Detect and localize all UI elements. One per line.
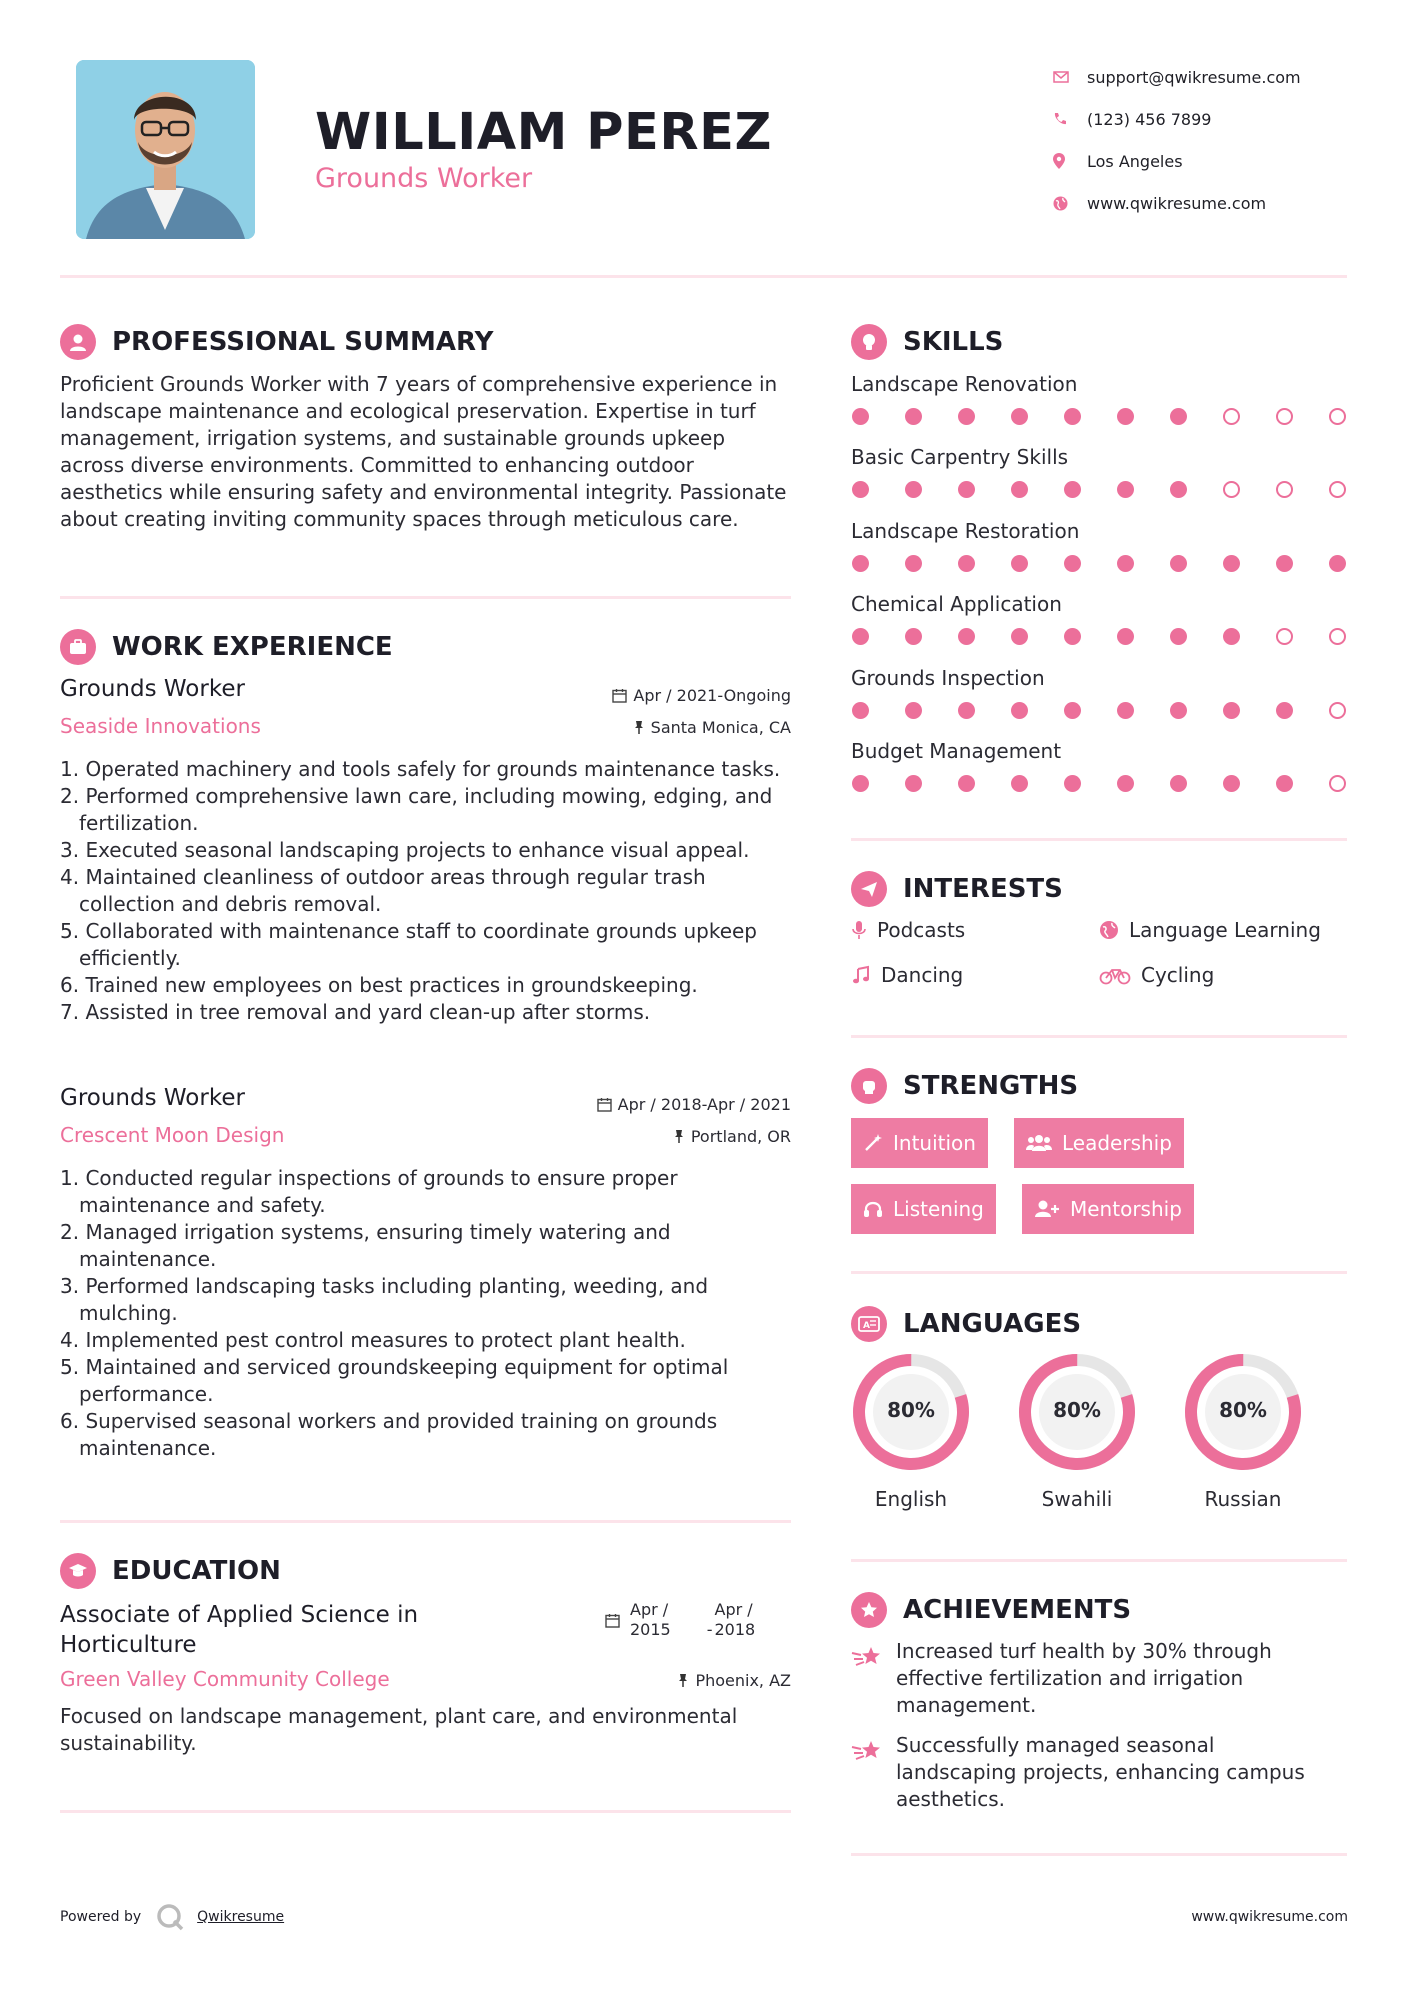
rating-dot-filled <box>1064 481 1081 498</box>
map-pin-icon <box>1053 153 1087 169</box>
interest-label: Language Learning <box>1129 918 1321 942</box>
interest-label: Podcasts <box>877 918 966 942</box>
language-ring <box>1015 1350 1139 1478</box>
users-icon <box>1026 1133 1052 1153</box>
degree-line-2: Horticulture <box>60 1632 197 1658</box>
language-name: English <box>874 1487 948 1511</box>
briefcase-icon <box>60 629 96 665</box>
calendar-icon <box>612 688 627 703</box>
strength-label: Mentorship <box>1070 1197 1182 1221</box>
strength-badge-leadership <box>1014 1118 1184 1168</box>
shooting-star-icon <box>851 1644 883 1674</box>
education-title: EDUCATION <box>112 1556 281 1586</box>
contact-email[interactable] <box>1053 56 1393 98</box>
bicycle-icon <box>1099 965 1131 985</box>
calendar-icon <box>605 1613 620 1628</box>
list-item: 3. Executed seasonal landscaping projects to enhance visual appeal. <box>60 838 750 862</box>
skill-rating <box>852 408 1346 425</box>
contact-location <box>1053 140 1393 182</box>
skill-name: Chemical Application <box>851 592 1062 617</box>
rating-dot-empty <box>1329 628 1346 645</box>
school-name: Green Valley Community College <box>60 1667 390 1691</box>
education-location <box>677 1671 791 1690</box>
language-name: Russian <box>1204 1487 1282 1511</box>
pushpin-icon <box>633 720 645 735</box>
job-1-location-text: Santa Monica, CA <box>650 718 791 737</box>
rating-dot-filled <box>852 775 869 792</box>
edu-end-month: Apr / <box>714 1600 753 1619</box>
skill-name: Landscape Renovation <box>851 372 1078 396</box>
globe-icon <box>1099 920 1119 940</box>
strengths-heading <box>851 1068 1078 1104</box>
rating-dot-filled <box>1064 702 1081 719</box>
languages-heading <box>851 1306 1081 1342</box>
interests-title: INTERESTS <box>903 874 1063 904</box>
rating-dot-filled <box>958 775 975 792</box>
lightbulb-icon <box>851 324 887 360</box>
contact-info <box>1053 56 1393 224</box>
globe-icon <box>1053 196 1087 211</box>
interest-label: Dancing <box>881 963 964 987</box>
list-item: 6. Trained new employees on best practices in groundskeeping. <box>60 973 698 997</box>
skill-rating <box>852 702 1346 719</box>
user-plus-icon <box>1034 1199 1060 1219</box>
rating-dot-filled <box>958 408 975 425</box>
pushpin-icon <box>673 1129 685 1144</box>
rating-dot-filled <box>852 702 869 719</box>
rating-dot-filled <box>958 702 975 719</box>
summary-divider <box>60 596 791 599</box>
rating-dot-filled <box>1276 702 1293 719</box>
rating-dot-filled <box>1223 702 1240 719</box>
job-1-location <box>633 718 791 737</box>
rating-dot-empty <box>1276 481 1293 498</box>
edu-date-dash: - <box>706 1619 713 1639</box>
interests-divider <box>851 1035 1347 1038</box>
avatar <box>76 60 255 239</box>
list-item: 6. Supervised seasonal workers and provided training on grounds maintenance. <box>60 1409 718 1460</box>
rating-dot-filled <box>852 555 869 572</box>
experience-heading <box>60 629 393 665</box>
rating-dot-filled <box>1011 555 1028 572</box>
education-divider <box>60 1810 791 1813</box>
interest-dancing <box>851 963 963 987</box>
rating-dot-filled <box>1170 481 1187 498</box>
list-item: 4. Maintained cleanliness of outdoor areas through regular trash collection and debris removal. <box>60 865 706 916</box>
envelope-icon <box>1053 71 1087 83</box>
rating-dot-filled <box>1170 408 1187 425</box>
job-1-company: Seaside Innovations <box>60 714 261 738</box>
rating-dot-filled <box>1329 555 1346 572</box>
rating-dot-filled <box>958 481 975 498</box>
strength-badge-intuition <box>851 1118 988 1168</box>
rating-dot-filled <box>1223 628 1240 645</box>
job-1-dates-text: Apr / 2021-Ongoing <box>633 686 791 705</box>
star-badge-icon <box>851 1592 887 1628</box>
rating-dot-empty <box>1276 628 1293 645</box>
headphones-icon <box>863 1199 883 1219</box>
language-name: Swahili <box>1041 1487 1113 1511</box>
degree-title <box>60 1600 418 1660</box>
shooting-star-icon <box>851 1738 883 1768</box>
rating-dot-empty <box>1223 408 1240 425</box>
achievements-divider <box>851 1853 1347 1856</box>
rating-dot-empty <box>1329 775 1346 792</box>
rating-dot-filled <box>852 408 869 425</box>
skill-name: Budget Management <box>851 739 1062 763</box>
rating-dot-filled <box>1011 481 1028 498</box>
magic-wand-icon <box>863 1133 883 1153</box>
candidate-name: WILLIAM PEREZ <box>315 103 772 162</box>
location-text: Los Angeles <box>1087 151 1183 171</box>
rating-dot-filled <box>958 555 975 572</box>
achievement-item: Successfully managed seasonal landscaping projects, enhancing campus aesthetics. <box>896 1733 1305 1811</box>
skills-title: SKILLS <box>903 327 1004 357</box>
skill-name: Grounds Inspection <box>851 665 1045 690</box>
list-item: 7. Assisted in tree removal and yard clean-up after storms. <box>60 1000 651 1024</box>
degree-line-1: Associate of Applied Science in <box>60 1602 419 1628</box>
list-item: 5. Maintained and serviced groundskeeping equipment for optimal performance. <box>60 1355 729 1406</box>
rating-dot-filled <box>1117 628 1134 645</box>
rating-dot-filled <box>905 628 922 645</box>
job-1-dates <box>612 686 791 705</box>
rating-dot-filled <box>905 775 922 792</box>
list-item: 5. Collaborated with maintenance staff to coordinate grounds upkeep efficiently. <box>60 919 757 970</box>
skill-name: Landscape Restoration <box>851 518 1080 543</box>
job-1-title: Grounds Worker <box>60 676 245 702</box>
rating-dot-filled <box>1011 775 1028 792</box>
language-percent: 80% <box>887 1398 935 1422</box>
rating-dot-filled <box>1117 702 1134 719</box>
rating-dot-empty <box>1329 481 1346 498</box>
skill-rating <box>852 775 1346 792</box>
candidate-role: Grounds Worker <box>315 163 533 194</box>
summary-text: Proficient Grounds Worker with 7 years of comprehensive experience in landscape maintenance and ecological preservation. Expertise in turf management, irrigation systems, and sustainable grounds upkeep across diverse environments. Committed to enhancing outdoor aesthetics while ensuring safety and environmental integrity. Passionate about creating inviting community spaces through meticulous care. <box>60 372 787 531</box>
list-item: 1. Operated machinery and tools safely for grounds maintenance tasks. <box>60 757 781 781</box>
summary-heading <box>60 324 493 360</box>
rating-dot-empty <box>1329 408 1346 425</box>
interest-language-learning <box>1099 918 1321 942</box>
user-icon <box>60 324 96 360</box>
edu-end-year: 2018 <box>714 1620 756 1639</box>
skill-rating <box>852 555 1346 572</box>
rating-dot-filled <box>852 628 869 645</box>
strength-label: Leadership <box>1062 1131 1172 1155</box>
pushpin-icon <box>677 1673 689 1688</box>
rating-dot-filled <box>852 481 869 498</box>
rating-dot-filled <box>1011 408 1028 425</box>
graduation-icon <box>60 1553 96 1589</box>
calendar-icon <box>597 1097 612 1112</box>
list-item: 1. Conducted regular inspections of grounds to ensure proper maintenance and safety. <box>60 1166 678 1217</box>
rating-dot-filled <box>1170 702 1187 719</box>
contact-website[interactable] <box>1053 182 1393 224</box>
fist-icon <box>851 1068 887 1104</box>
rating-dot-filled <box>905 555 922 572</box>
svg-text:A: A <box>863 1321 870 1331</box>
edu-start-year: 2015 <box>630 1620 671 1639</box>
footer-website[interactable]: www.qwikresume.com <box>1191 1909 1348 1925</box>
rating-dot-filled <box>1117 775 1134 792</box>
achievement-item: Increased turf health by 30% through effective fertilization and irrigation management. <box>896 1639 1272 1717</box>
interests-heading <box>851 871 1063 907</box>
powered-by-text: Powered by <box>60 1909 142 1925</box>
rating-dot-filled <box>905 481 922 498</box>
contact-phone[interactable] <box>1053 98 1393 140</box>
skill-name: Basic Carpentry Skills <box>851 445 1069 470</box>
language-ring <box>849 1350 973 1478</box>
qwikresume-logo-icon <box>155 1902 185 1932</box>
summary-title: PROFESSIONAL SUMMARY <box>112 327 494 357</box>
rating-dot-filled <box>1117 481 1134 498</box>
rating-dot-filled <box>1064 408 1081 425</box>
website-text: www.qwikresume.com <box>1087 193 1267 213</box>
skills-heading <box>851 324 1003 360</box>
rating-dot-filled <box>1170 775 1187 792</box>
achievements-title: ACHIEVEMENTS <box>903 1595 1132 1625</box>
rating-dot-filled <box>1011 628 1028 645</box>
skill-rating <box>852 481 1346 498</box>
brand-link[interactable]: Qwikresume <box>197 1909 285 1925</box>
rating-dot-filled <box>1276 775 1293 792</box>
rating-dot-empty <box>1223 481 1240 498</box>
list-item: 2. Managed irrigation systems, ensuring timely watering and maintenance. <box>60 1220 671 1271</box>
language-percent: 80% <box>1219 1398 1267 1422</box>
job-2-duties <box>60 1165 791 1462</box>
rating-dot-filled <box>1276 555 1293 572</box>
rating-dot-filled <box>1117 555 1134 572</box>
rating-dot-filled <box>1117 408 1134 425</box>
music-icon <box>851 965 871 985</box>
strength-badge-mentorship <box>1022 1184 1194 1234</box>
education-location-text: Phoenix, AZ <box>695 1671 791 1690</box>
language-percent: 80% <box>1053 1398 1101 1422</box>
strengths-divider <box>851 1271 1347 1274</box>
rating-dot-filled <box>1170 555 1187 572</box>
email-text: support@qwikresume.com <box>1087 67 1301 87</box>
paper-plane-icon <box>851 871 887 907</box>
skills-divider <box>851 838 1347 841</box>
profile-photo <box>76 60 255 239</box>
rating-dot-filled <box>1064 775 1081 792</box>
experience-divider <box>60 1520 791 1523</box>
rating-dot-filled <box>1170 628 1187 645</box>
rating-dot-filled <box>905 702 922 719</box>
interest-label: Cycling <box>1141 963 1215 987</box>
strength-label: Listening <box>893 1197 984 1221</box>
job-2-location <box>673 1127 791 1146</box>
strength-badge-listening <box>851 1184 996 1234</box>
language-icon <box>851 1306 887 1342</box>
microphone-icon <box>851 920 867 940</box>
job-2-company: Crescent Moon Design <box>60 1123 285 1147</box>
rating-dot-filled <box>1011 702 1028 719</box>
languages-divider <box>851 1559 1347 1562</box>
header-divider <box>60 275 1347 278</box>
rating-dot-filled <box>1064 628 1081 645</box>
rating-dot-filled <box>958 628 975 645</box>
phone-icon <box>1053 112 1087 126</box>
job-2-dates <box>597 1095 791 1114</box>
list-item: 2. Performed comprehensive lawn care, including mowing, edging, and fertilization. <box>60 784 773 835</box>
interest-cycling <box>1099 963 1214 987</box>
job-2-location-text: Portland, OR <box>690 1127 791 1146</box>
edu-start-month: Apr / <box>630 1600 669 1619</box>
rating-dot-filled <box>1064 555 1081 572</box>
rating-dot-filled <box>1223 555 1240 572</box>
education-dates <box>605 1600 755 1640</box>
rating-dot-filled <box>905 408 922 425</box>
languages-title: LANGUAGES <box>903 1309 1082 1339</box>
interest-podcasts <box>851 918 965 942</box>
job-2-dates-text: Apr / 2018-Apr / 2021 <box>617 1095 791 1114</box>
experience-title: WORK EXPERIENCE <box>112 632 393 662</box>
rating-dot-empty <box>1329 702 1346 719</box>
list-item: 4. Implemented pest control measures to protect plant health. <box>60 1328 686 1352</box>
language-ring <box>1181 1350 1305 1478</box>
rating-dot-empty <box>1276 408 1293 425</box>
education-description: Focused on landscape management, plant care, and environmental sustainability. <box>60 1704 738 1755</box>
job-2-title: Grounds Worker <box>60 1085 245 1111</box>
skill-rating <box>852 628 1346 645</box>
achievements-heading <box>851 1592 1131 1628</box>
rating-dot-filled <box>1223 775 1240 792</box>
footer-powered-by <box>60 1902 284 1932</box>
strengths-title: STRENGTHS <box>903 1071 1079 1101</box>
phone-text: (123) 456 7899 <box>1087 109 1212 129</box>
education-heading <box>60 1553 281 1589</box>
job-1-duties <box>60 756 791 1026</box>
strength-label: Intuition <box>893 1131 976 1155</box>
list-item: 3. Performed landscaping tasks including planting, weeding, and mulching. <box>60 1274 709 1325</box>
